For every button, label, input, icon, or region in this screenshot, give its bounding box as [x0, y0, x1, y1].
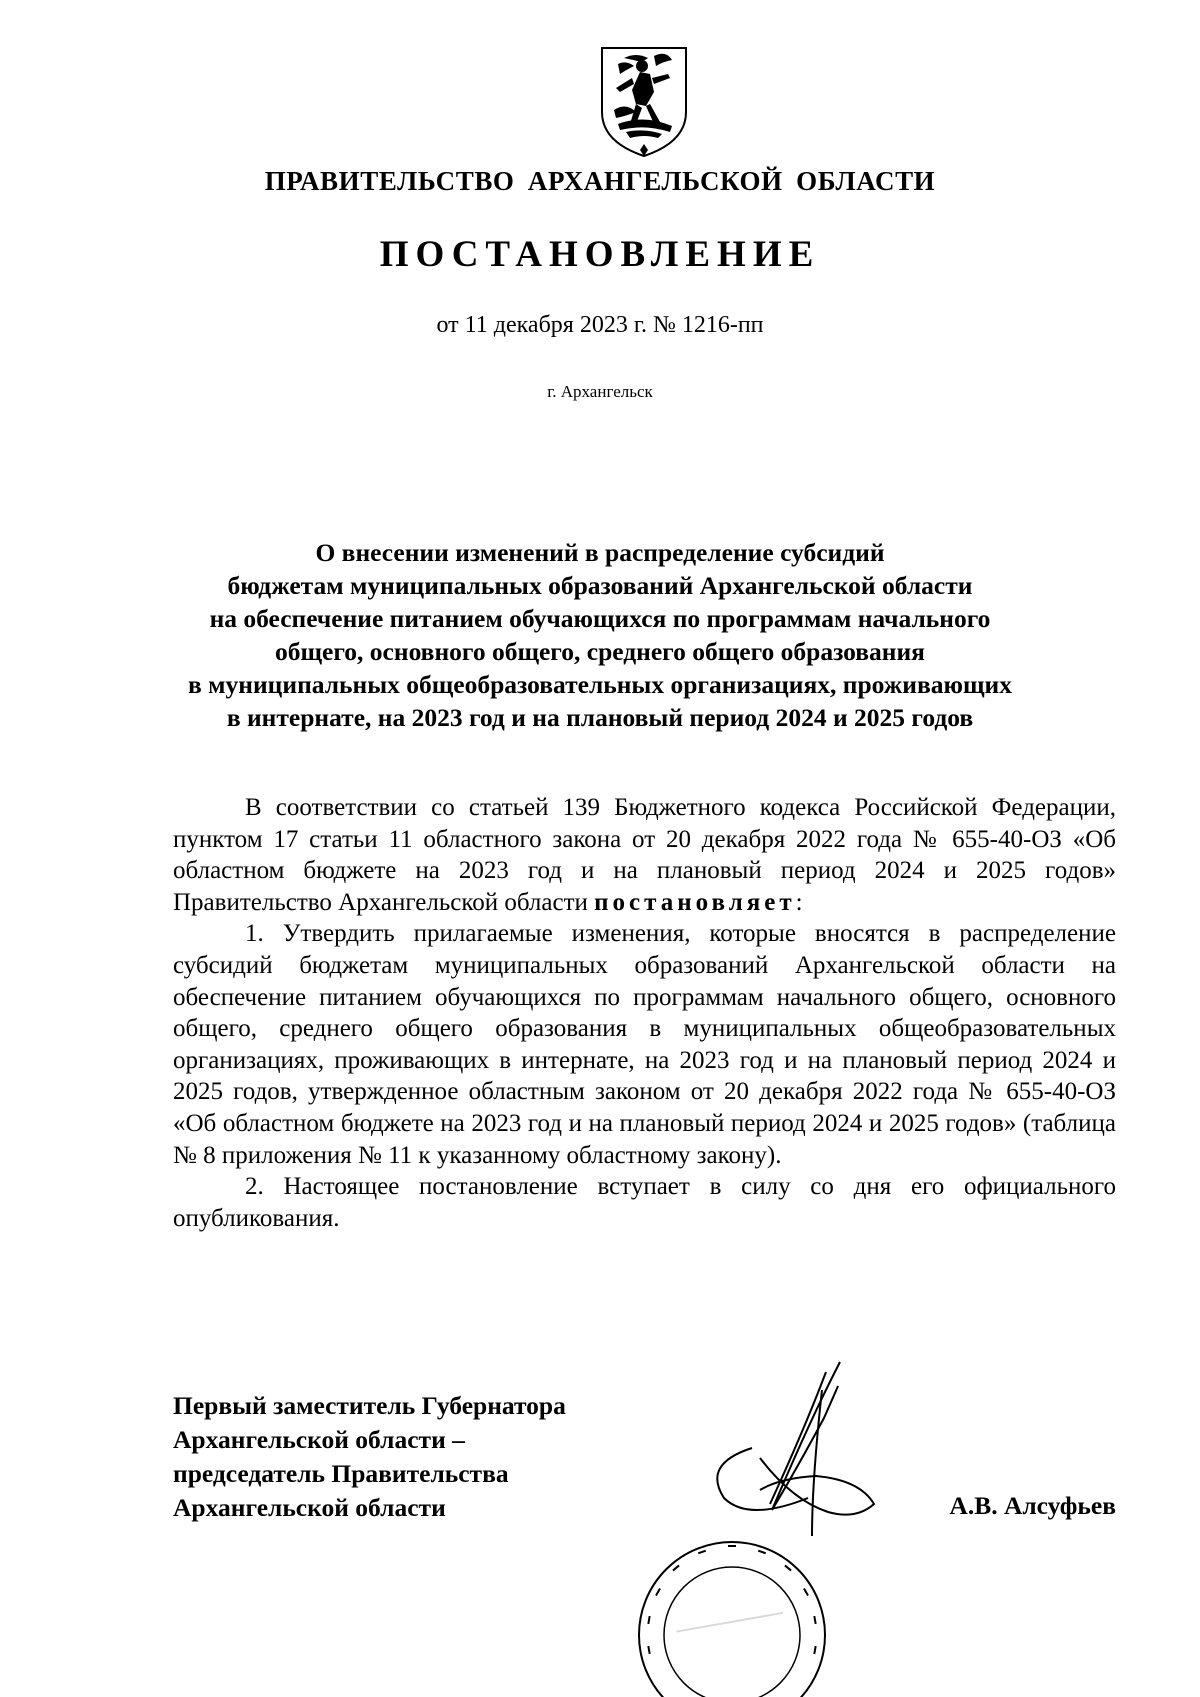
decree-word: постановляет: [594, 888, 796, 916]
position-line: Архангельской области: [173, 1493, 446, 1522]
position-line: Первый заместитель Губернатора: [173, 1391, 566, 1420]
handwritten-signature: [700, 1360, 900, 1540]
preamble-paragraph: [173, 792, 1116, 918]
document-date-number: от 11 декабря 2023 г. № 1216-пп: [436, 312, 764, 338]
position-line: Архангельской области –: [173, 1425, 465, 1454]
document-type: ПОСТАНОВЛЕНИЕ: [379, 234, 821, 275]
issuing-authority: ПРАВИТЕЛЬСТВО АРХАНГЕЛЬСКОЙ ОБЛАСТИ: [264, 166, 936, 196]
official-stamp: [632, 1535, 832, 1697]
decree-colon: :: [795, 888, 803, 916]
preamble-text: В соответствии со статьей 139 Бюджетного кодекса Российской Федерации, пунктом 17 статьи 11 областного закона от 20 декабря 2022 года № 655-40-ОЗ «Об областном бюджете на 2023 год и на плановый период 2024 и 2025 годов» Правительство Архангельской области: [173, 794, 1116, 916]
item-1-paragraph: 1. Утвердить прилагаемые изменения, которые вносятся в распределение субсидий бюджетам муниципальных образований Архангельской области на обеспечение питанием обучающихся по программам начального общего, основного общего, среднего общего образования в муниципальных общеобразовательных организациях, проживающих в интернате, на 2023 год и на плановый период 2024 и 2025 годов, утвержденное областным законом от 20 декабря 2022 года № 655-40-ОЗ «Об областном бюджете на 2023 год и на плановый период 2024 и 2025 годов» (таблица № 8 приложения № 11 к указанному областному закону).: [173, 920, 1116, 1169]
document-city: г. Архангельск: [547, 382, 653, 401]
signatory-name: А.В. Алсуфьев: [949, 1491, 1116, 1520]
title-line: в интернате, на 2023 год и на плановый период 2024 и 2025 годов: [226, 703, 974, 732]
item-2-paragraph: 2. Настоящее постановление вступает в силу со дня его официального опубликования.: [173, 1173, 1116, 1232]
position-line: председатель Правительства: [173, 1459, 509, 1488]
title-line: общего, основного общего, среднего общего образования: [275, 637, 925, 666]
title-line: на обеспечение питанием обучающихся по программам начального: [209, 604, 991, 633]
title-line: в муниципальных общеобразовательных организациях, проживающих: [188, 670, 1012, 699]
signatory-position: [173, 1389, 566, 1525]
document-title: [150, 536, 1050, 734]
coat-of-arms-icon: [596, 44, 692, 160]
document-body: [173, 792, 1116, 1234]
title-line: бюджетам муниципальных образований Архангельской области: [227, 571, 973, 600]
title-line: О внесении изменений в распределение субсидий: [315, 538, 885, 567]
